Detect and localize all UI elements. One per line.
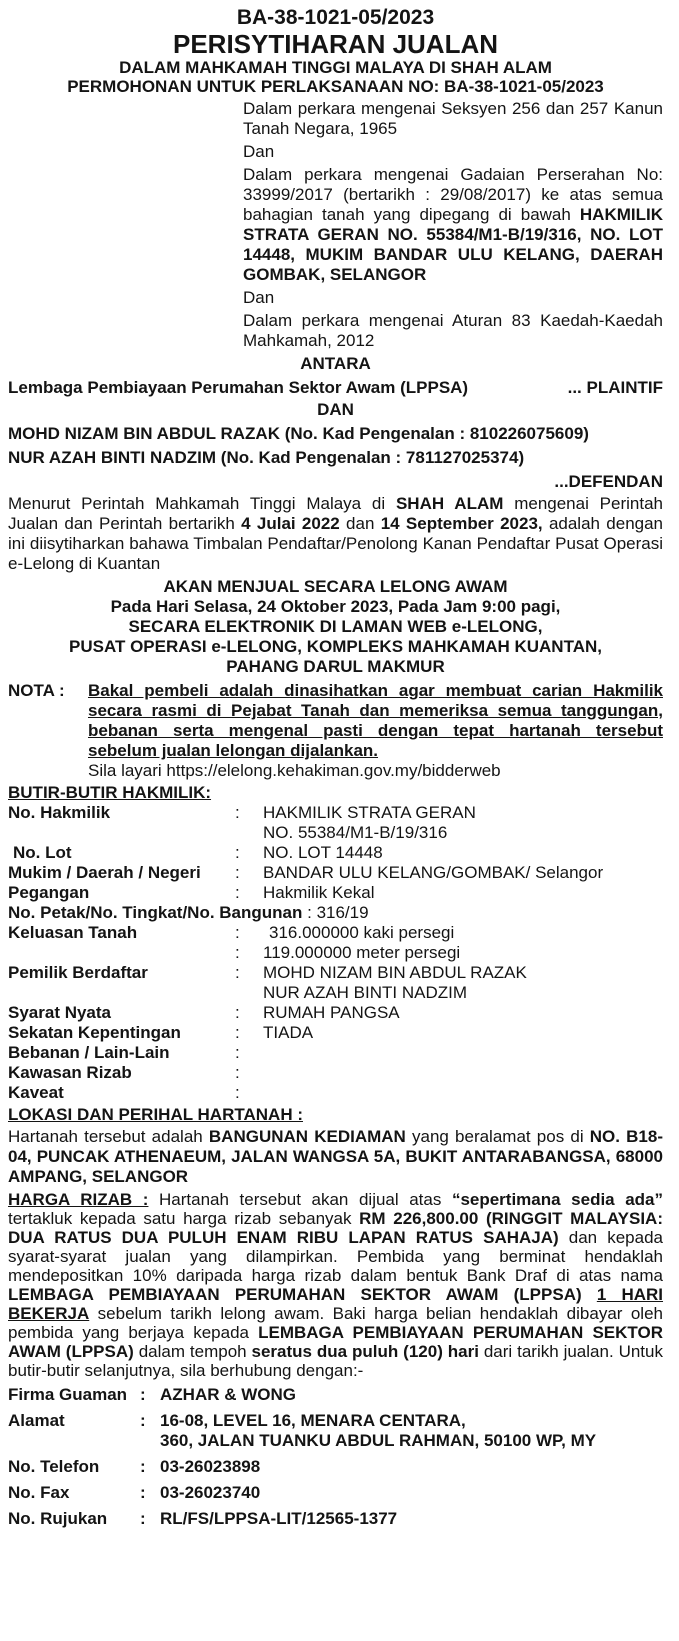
harga-rizab-label: HARGA RIZAB : [8, 1190, 149, 1209]
detail-row: Keluasan Tanah : : 316.000000 kaki persegi 119.000000 meter persegi [8, 923, 461, 962]
order-paragraph: Menurut Perintah Mahkamah Tinggi Malaya di SHAH ALAM mengenai Perintah Jualan dan Perintah bertarikh 4 Julai 2022 dan 14 September 2023, adalah dengan ini diisytiharkan bahawa Timbalan Pendaftar/Penolong Kanan Pendaftar Pusat Operasi e-Lelong di Kuantan [8, 494, 664, 573]
firm-row: Alamat : 16-08, LEVEL 16, MENARA CENTARA, 360, JALAN TUANKU ABDUL RAHMAN, 50100 WP, MY [8, 1411, 597, 1450]
auction-line: Pada Hari Selasa, 24 Oktober 2023, Pada Jam 9:00 pagi, [110, 597, 561, 616]
plaintiff-role: ... PLAINTIF [567, 378, 663, 397]
property-address: NO. B18-04, PUNCAK ATHENAEUM, JALAN WANGSA 5A, BUKIT ANTARABANGSA, 68000 AMPANG, SELANGOR [8, 1127, 663, 1186]
dan-heading: DAN [317, 400, 354, 419]
matter-dan-2: Dan [243, 288, 275, 307]
plaintiff-row [8, 378, 663, 398]
court-line: DALAM MAHKAMAH TINGGI MALAYA DI SHAH ALAM [119, 58, 552, 77]
detail-row: Syarat Nyata : RUMAH PANGSA [8, 1003, 400, 1022]
detail-row: No. Hakmilik : HAKMILIK STRATA GERAN NO. 55384/M1-B/19/316 [8, 803, 476, 842]
firm-row: No. Fax : 03-26023740 [8, 1479, 663, 1505]
auction-block [8, 577, 663, 677]
firm-row: No. Rujukan : RL/FS/LPPSA-LIT/12565-1377 [8, 1505, 663, 1531]
detail-row: Kaveat : [8, 1083, 240, 1102]
reserve-price: RM 226,800.00 (RINGGIT MALAYSIA: DUA RATUS DUA PULUH ENAM RIBU LAPAN RATUS SAHAJA) [8, 1209, 663, 1247]
antara-heading: ANTARA [300, 354, 371, 373]
matter-land-code: Dalam perkara mengenai Seksyen 256 dan 257 Kanun Tanah Negara, 1965 [243, 99, 663, 138]
detail-row: Bebanan / Lain-Lain : [8, 1043, 240, 1062]
detail-row: Pegangan : Hakmilik Kekal [8, 883, 375, 902]
nota-block [8, 681, 663, 781]
lokasi-heading: LOKASI DAN PERIHAL HARTANAH : [8, 1105, 303, 1124]
firm-phone: 03-26023898 [160, 1457, 261, 1476]
elelong-link[interactable]: Sila layari https://elelong.kehakiman.gov.my/bidderweb [88, 761, 501, 780]
matter-block [243, 99, 663, 351]
matter-charge: Dalam perkara mengenai Gadaian Perserahan No: 33999/2017 (bertarikh : 29/08/2017) ke atas semua bahagian tanah yang dipegang di bawah HAKMILIK STRATA GERAN NO. 55384/M1-B/19/316, NO. LOT 14448, MUKIM BANDAR ULU KELANG, DAERAH GOMBAK, SELANGOR [243, 165, 663, 284]
case-number: BA-38-1021-05/2023 [236, 6, 435, 29]
detail-row: No. Lot : NO. LOT 14448 [13, 843, 383, 862]
firm-name: AZHAR & WONG [160, 1385, 296, 1404]
law-firm-table [8, 1384, 663, 1531]
plaintiff-name: Lembaga Pembiayaan Perumahan Sektor Awam (LPPSA) [8, 378, 469, 397]
butir-heading: BUTIR-BUTIR HAKMILIK: [8, 783, 212, 802]
nota-label: NOTA : [8, 681, 65, 700]
lokasi-paragraph: Hartanah tersebut adalah BANGUNAN KEDIAMAN yang beralamat pos di NO. B18-04, PUNCAK ATHENAEUM, JALAN WANGSA 5A, BUKIT ANTARABANGSA, 68000 AMPANG, SELANGOR [8, 1127, 663, 1186]
defendant-role: ...DEFENDAN [554, 472, 663, 491]
auction-line: AKAN MENJUAL SECARA LELONG AWAM [163, 577, 508, 596]
auction-line: SECARA ELEKTRONIK DI LAMAN WEB e-LELONG, [128, 617, 543, 636]
detail-row: Kawasan Rizab : [8, 1063, 240, 1082]
detail-row: Pemilik Berdaftar : MOHD NIZAM BIN ABDUL RAZAK NUR AZAH BINTI NADZIM [8, 963, 527, 1002]
firm-row: Firma Guaman : AZHAR & WONG [8, 1384, 663, 1407]
title-details-table [8, 803, 663, 1103]
auction-line: PAHANG DARUL MAKMUR [226, 657, 445, 676]
nota-text: Bakal pembeli adalah dinasihatkan agar membuat carian Hakmilik secara rasmi di Pejabat Tanah dan memeriksa semua tanggungan, bebanan serta mengenal pasti dengan tepat hartanah tersebut sebelum jualan lelongan dijalankan. [88, 681, 663, 760]
detail-row: No. Petak/No. Tingkat/No. Bangunan : 316/19 [8, 903, 369, 922]
firm-reference: RL/FS/LPPSA-LIT/12565-1377 [160, 1509, 398, 1528]
matter-dan-1: Dan [243, 142, 275, 161]
matter-court-rules: Dalam perkara mengenai Aturan 83 Kaedah-Kaedah Mahkamah, 2012 [243, 311, 663, 350]
auction-line: PUSAT OPERASI e-LELONG, KOMPLEKS MAHKAMAH KUANTAN, [69, 637, 602, 656]
detail-row: Sekatan Kepentingan : TIADA [8, 1023, 314, 1042]
defendant-1: MOHD NIZAM BIN ABDUL RAZAK (No. Kad Pengenalan : 810226075609) [8, 424, 589, 443]
firm-fax: 03-26023740 [160, 1483, 261, 1502]
firm-row: No. Telefon : 03-26023898 [8, 1453, 663, 1479]
harga-paragraph: HARGA RIZAB : Hartanah tersebut akan dijual atas “sepertimana sedia ada” tertakluk kepada satu harga rizab sebanyak RM 226,800.00 (RINGGIT MALAYSIA: DUA RATUS DUA PULUH ENAM RIBU LAPAN RATUS SAHAJA) dan kepada syarat-syarat jualan yang dilampirkan. Pembida yang berminat hendaklah mendepositkan 10% daripada harga rizab dalam bentuk Bank Draf di atas nama LEMBAGA PEMBIAYAAN PERUMAHAN SEKTOR AWAM (LPPSA) 1 HARI BEKERJA sebelum tarikh lelong awam. Baki harga belian hendaklah dibayar oleh pembida yang berjaya kepada LEMBAGA PEMBIAYAAN PERUMAHAN SEKTOR AWAM (LPPSA) dalam tempoh seratus dua puluh (120) hari dari tarikh jualan. Untuk butir-butir selanjutnya, sila berhubung dengan:- [8, 1190, 664, 1380]
document-title: PERISYTIHARAN JUALAN [172, 29, 499, 59]
detail-row: Mukim / Daerah / Negeri : BANDAR ULU KELANG/GOMBAK/ Selangor [8, 863, 604, 882]
title-reference: HAKMILIK STRATA GERAN NO. 55384/M1-B/19/316, NO. LOT 14448, MUKIM BANDAR ULU KELANG, DAERAH GOMBAK, SELANGOR [243, 205, 663, 284]
defendant-2: NUR AZAH BINTI NADZIM (No. Kad Pengenalan : 781127025374) [8, 448, 525, 467]
application-line: PERMOHONAN UNTUK PERLAKSANAAN NO: BA-38-1021-05/2023 [67, 77, 604, 96]
